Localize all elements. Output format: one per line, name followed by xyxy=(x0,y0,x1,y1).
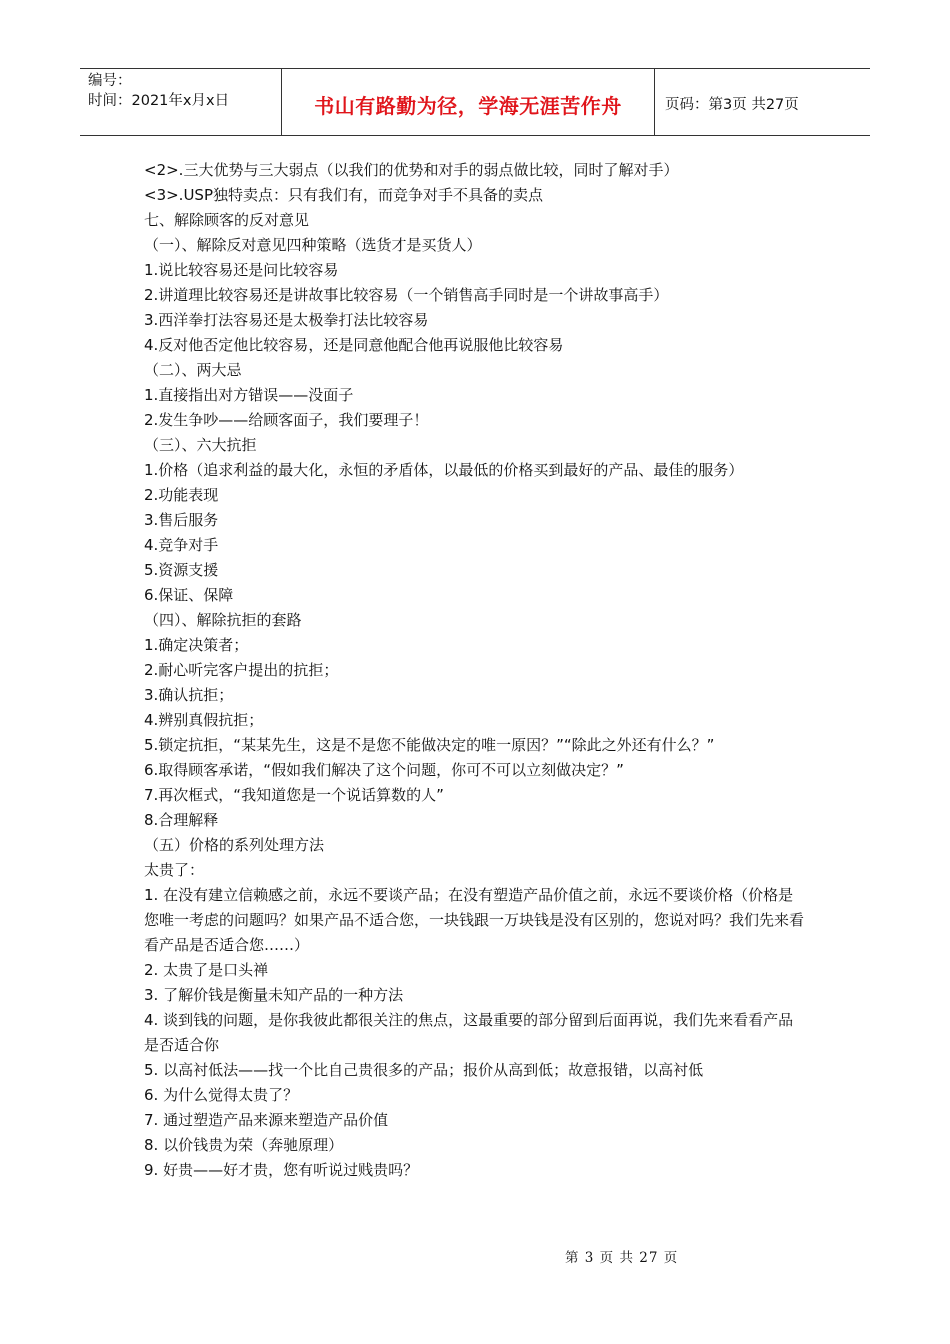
section-heading: 七、解除顾客的反对意见 xyxy=(144,211,310,229)
list-item: 4.反对他否定他比较容易，还是同意他配合他再说服他比较容易 xyxy=(144,336,564,354)
list-item: 2.发生争吵——给顾客面子，我们要理子！ xyxy=(144,411,429,429)
document-body xyxy=(144,158,804,1183)
list-item: 8. 以价钱贵为荣（奔驰原理） xyxy=(144,1136,344,1154)
list-item: 7.再次框式，“我知道您是一个说话算数的人” xyxy=(144,786,444,804)
page-footer: 第 3 页 共 27 页 xyxy=(565,1250,679,1266)
body-line: 太贵了： xyxy=(144,861,205,879)
subsection-heading: （五）价格的系列处理方法 xyxy=(144,836,325,854)
subsection-heading: （四）、解除抗拒的套路 xyxy=(144,611,302,629)
list-item: 5.资源支援 xyxy=(144,561,219,579)
list-item: 3.西洋拳打法容易还是太极拳打法比较容易 xyxy=(144,311,429,329)
list-item: 1.价格（追求利益的最大化，永恒的矛盾体，以最低的价格买到最好的产品、最佳的服务） xyxy=(144,461,744,479)
list-item: 6. 为什么觉得太贵了？ xyxy=(144,1086,299,1104)
list-item: 3.售后服务 xyxy=(144,511,219,529)
list-item: 3. 了解价钱是衡量未知产品的一种方法 xyxy=(144,986,404,1004)
subsection-heading: （一）、解除反对意见四种策略（选货才是买货人） xyxy=(144,236,482,254)
document-header xyxy=(80,68,870,136)
list-item: 7. 通过塑造产品来源来塑造产品价值 xyxy=(144,1111,389,1129)
list-item: 2.功能表现 xyxy=(144,486,219,504)
list-item: 8.合理解释 xyxy=(144,811,219,829)
motto-text: 书山有路勤为径，学海无涯苦作舟 xyxy=(314,93,622,118)
body-line: <2>.三大优势与三大弱点（以我们的优势和对手的弱点做比较，同时了解对手） xyxy=(144,161,679,179)
list-item: 2. 太贵了是口头禅 xyxy=(144,961,269,979)
list-item: 4.辨别真假抗拒； xyxy=(144,711,264,729)
page-label: 页码：第3页 共27页 xyxy=(665,96,799,113)
list-item: 2.耐心听完客户提出的抗拒； xyxy=(144,661,339,679)
list-item: 5.锁定抗拒，“某某先生，这是不是您不能做决定的唯一原因？”“除此之外还有什么？” xyxy=(144,736,715,754)
list-item: 4.竞争对手 xyxy=(144,536,219,554)
header-page-cell xyxy=(655,69,870,135)
body-line: <3>.USP独特卖点：只有我们有，而竞争对手不具备的卖点 xyxy=(144,186,543,204)
date-label: 时间：2021年x月x日 xyxy=(88,93,230,109)
list-item: 6.保证、保障 xyxy=(144,586,234,604)
list-item: 9. 好贵——好才贵，您有听说过贱贵吗？ xyxy=(144,1161,419,1179)
list-item: 1.说比较容易还是问比较容易 xyxy=(144,261,339,279)
list-item: 6.取得顾客承诺，“假如我们解决了这个问题，你可不可以立刻做决定？” xyxy=(144,761,624,779)
header-motto-cell xyxy=(282,69,655,135)
subsection-heading: （三）、六大抗拒 xyxy=(144,436,257,454)
list-item: 5. 以高衬低法——找一个比自己贵很多的产品；报价从高到低；故意报错，以高衬低 xyxy=(144,1061,704,1079)
list-item: 3.确认抗拒； xyxy=(144,686,234,704)
list-item: 2.讲道理比较容易还是讲故事比较容易（一个销售高手同时是一个讲故事高手） xyxy=(144,286,669,304)
list-item: 1. 在没有建立信赖感之前，永远不要谈产品；在没有塑造产品价值之前，永远不要谈价格（价格是您唯一考虑的问题吗？如果产品不适合您，一块钱跟一万块钱是没有区别的，您说对吗？我们先来看看产品是否适合您……） xyxy=(144,886,805,954)
header-meta-cell xyxy=(80,69,282,135)
list-item: 4. 谈到钱的问题，是你我彼此都很关注的焦点，这最重要的部分留到后面再说，我们先来看看产品是否适合你 xyxy=(144,1011,794,1054)
number-label: 编号： xyxy=(88,73,132,89)
list-item: 1.确定决策者； xyxy=(144,636,249,654)
list-item: 1.直接指出对方错误——没面子 xyxy=(144,386,354,404)
subsection-heading: （二）、两大忌 xyxy=(144,361,242,379)
